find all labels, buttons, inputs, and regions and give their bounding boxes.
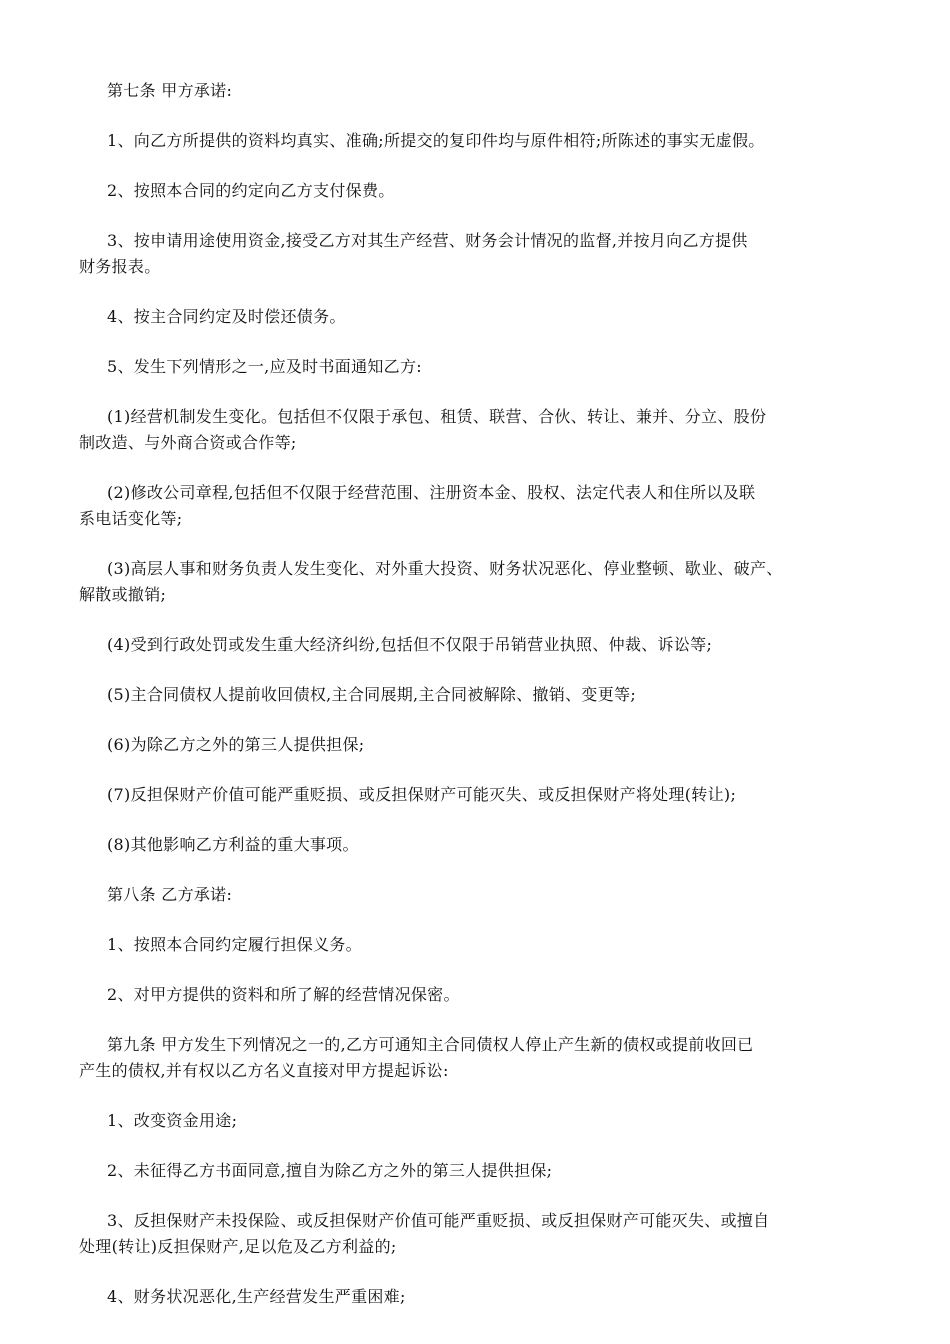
paragraph-line: 2、未征得乙方书面同意,擅自为除乙方之外的第三人提供担保; [107, 1161, 553, 1180]
paragraph [107, 1158, 887, 1184]
paragraph-line: 5、发生下列情形之一,应及时书面通知乙方: [107, 357, 422, 376]
paragraph [107, 832, 887, 858]
paragraph-line: 3、按申请用途使用资金,接受乙方对其生产经营、财务会计情况的监督,并按月向乙方提供 [107, 231, 748, 250]
paragraph-line: 第七条 甲方承诺: [107, 81, 233, 100]
paragraph [79, 404, 887, 456]
paragraph-line: (2)修改公司章程,包括但不仅限于经营范围、注册资本金、股权、法定代表人和住所以及联 [107, 483, 756, 502]
paragraph [79, 1032, 887, 1084]
paragraph-line: 第九条 甲方发生下列情况之一的,乙方可通知主合同债权人停止产生新的债权或提前收回已 [107, 1035, 754, 1054]
paragraph-line: (5)主合同债权人提前收回债权,主合同展期,主合同被解除、撤销、变更等; [107, 685, 637, 704]
paragraph-line: (8)其他影响乙方利益的重大事项。 [107, 835, 359, 854]
paragraph-line: (6)为除乙方之外的第三人提供担保; [107, 735, 365, 754]
paragraph-line: 2、对甲方提供的资料和所了解的经营情况保密。 [107, 985, 460, 1004]
paragraph-line: 3、反担保财产未投保险、或反担保财产价值可能严重贬损、或反担保财产可能灭失、或擅自 [107, 1211, 770, 1230]
paragraph-line: 1、按照本合同约定履行担保义务。 [107, 935, 362, 954]
paragraph [79, 228, 887, 280]
paragraph-line: 4、按主合同约定及时偿还债务。 [107, 307, 346, 326]
paragraph [107, 932, 887, 958]
paragraph-line: (3)高层人事和财务负责人发生变化、对外重大投资、财务状况恶化、停业整顿、歇业、破产、 [107, 559, 783, 578]
paragraph-line: (7)反担保财产价值可能严重贬损、或反担保财产可能灭失、或反担保财产将处理(转让); [107, 785, 737, 804]
paragraph [107, 178, 887, 204]
paragraph-continuation-line: 制改造、与外商合资或合作等; [79, 433, 297, 452]
paragraph [107, 1108, 887, 1134]
paragraph-continuation-line: 系电话变化等; [79, 509, 183, 528]
paragraph-continuation-line: 处理(转让)反担保财产,足以危及乙方利益的; [79, 1237, 397, 1256]
paragraph [107, 1284, 887, 1310]
paragraph [107, 782, 887, 808]
paragraph-line: (1)经营机制发生变化。包括但不仅限于承包、租赁、联营、合伙、转让、兼并、分立、股份 [107, 407, 767, 426]
paragraph [107, 354, 887, 380]
document-page [79, 78, 887, 1334]
paragraph [107, 128, 887, 154]
paragraph [107, 304, 887, 330]
paragraph [79, 556, 887, 608]
paragraph [107, 982, 887, 1008]
paragraph [107, 78, 887, 104]
paragraph [107, 732, 887, 758]
paragraph-line: 2、按照本合同的约定向乙方支付保费。 [107, 181, 395, 200]
paragraph-line: 1、改变资金用途; [107, 1111, 238, 1130]
paragraph [79, 1208, 887, 1260]
paragraph-line: (4)受到行政处罚或发生重大经济纠纷,包括但不仅限于吊销营业执照、仲裁、诉讼等; [107, 635, 713, 654]
paragraph-continuation-line: 财务报表。 [79, 257, 161, 276]
paragraph [79, 480, 887, 532]
paragraph-continuation-line: 产生的债权,并有权以乙方名义直接对甲方提起诉讼: [79, 1061, 449, 1080]
paragraph-line: 第八条 乙方承诺: [107, 885, 233, 904]
paragraph [107, 632, 887, 658]
paragraph-line: 1、向乙方所提供的资料均真实、准确;所提交的复印件均与原件相符;所陈述的事实无虚假。 [107, 131, 765, 150]
paragraph-line: 4、财务状况恶化,生产经营发生严重困难; [107, 1287, 406, 1306]
paragraph [107, 882, 887, 908]
paragraph [107, 682, 887, 708]
paragraph-continuation-line: 解散或撤销; [79, 585, 167, 604]
